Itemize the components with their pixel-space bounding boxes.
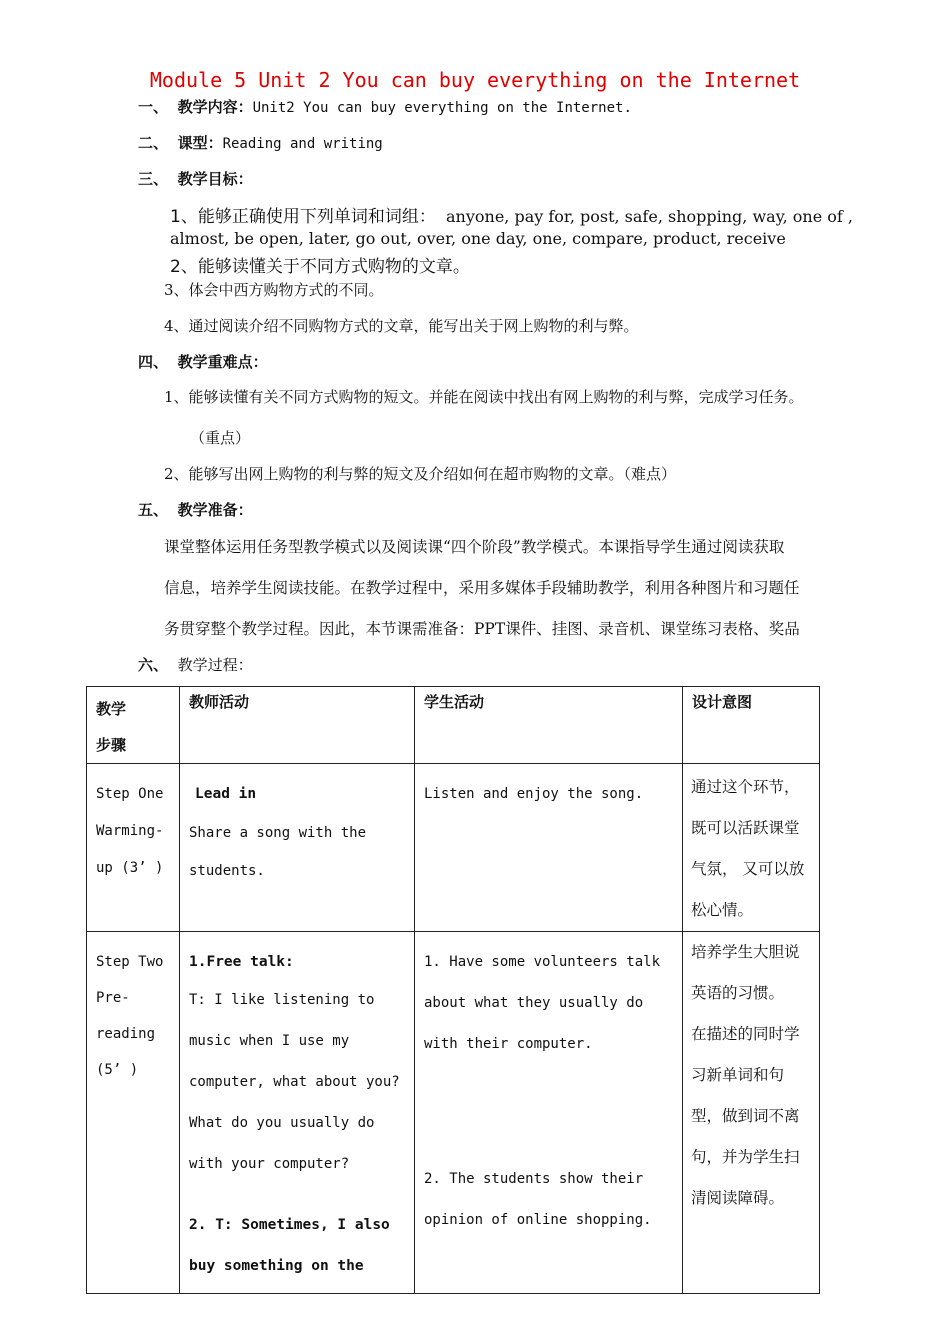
keypoint-1: 1、能够读懂有关不同方式购物的短文。并能在阅读中找出有网上购物的利与弊，完成学习任务。 bbox=[164, 388, 804, 406]
keypoint-2: 2、能够写出网上购物的利与弊的短文及介绍如何在超市购物的文章。（难点） bbox=[164, 465, 677, 483]
step-cell bbox=[87, 764, 180, 932]
header-intent-label: 设计意图 bbox=[692, 693, 753, 711]
section-lesson-type bbox=[138, 132, 383, 153]
header-intent bbox=[683, 687, 820, 764]
intent-text: 清阅读障碍。 bbox=[691, 1189, 785, 1207]
teacher-activity-text: T: I like listening to bbox=[189, 992, 375, 1008]
teacher-activity-cell bbox=[180, 764, 415, 932]
step-text: Step Two bbox=[96, 954, 164, 970]
student-activity-cell bbox=[415, 764, 683, 932]
objective-2: 2、能够读懂关于不同方式购物的文章。 bbox=[170, 257, 470, 277]
table-header-row bbox=[87, 687, 820, 764]
section-number: 二、 bbox=[138, 134, 169, 152]
objective-3: 3、体会中西方购物方式的不同。 bbox=[164, 281, 384, 299]
intent-text: 气氛， 又可以放 bbox=[691, 860, 805, 878]
section-objectives bbox=[138, 168, 253, 189]
section-process bbox=[138, 654, 253, 675]
preparation-line: 课堂整体运用任务型教学模式以及阅读课“四个阶段”教学模式。本课指导学生通过阅读获取 bbox=[164, 538, 785, 556]
intent-text: 型，做到词不离 bbox=[691, 1107, 800, 1125]
intent-text: 松心情。 bbox=[691, 901, 754, 919]
objective-label: 1、能够正确使用下列单词和词组： bbox=[170, 207, 436, 227]
intent-text: 在描述的同时学 bbox=[691, 1025, 800, 1043]
student-activity-text: 2. The students show their bbox=[424, 1171, 644, 1187]
teacher-activity-heading: 1.Free talk: bbox=[189, 954, 294, 970]
section-label: 课型： bbox=[177, 134, 223, 152]
teacher-activity-text: Share a song with the bbox=[189, 825, 367, 841]
teacher-activity-text: computer, what about you? bbox=[189, 1074, 400, 1090]
intent-text: 既可以活跃课堂 bbox=[691, 819, 800, 837]
teacher-activity-heading: 2. T: Sometimes, I also bbox=[189, 1217, 390, 1233]
header-step-line: 步骤 bbox=[96, 736, 127, 754]
objective-words: anyone, pay for, post, safe, shopping, way, one of , bbox=[446, 207, 853, 226]
lesson-plan-table bbox=[86, 686, 820, 1294]
table-row bbox=[87, 932, 820, 1294]
section-label: 教学过程： bbox=[177, 656, 253, 674]
student-activity-cell bbox=[415, 932, 683, 1294]
section-label: 教学目标： bbox=[177, 170, 253, 188]
teacher-activity-text: What do you usually do bbox=[189, 1115, 375, 1131]
step-text: up (3’ ) bbox=[96, 860, 164, 876]
section-text: Unit2 You can buy everything on the Internet. bbox=[252, 100, 632, 116]
keypoint-1-tag: （重点） bbox=[190, 429, 251, 447]
teacher-activity-cell bbox=[180, 932, 415, 1294]
section-number: 一、 bbox=[138, 98, 169, 116]
objective-1 bbox=[170, 202, 853, 227]
document-title: Module 5 Unit 2 You can buy everything on the Internet bbox=[149, 68, 801, 92]
section-label: 教学准备： bbox=[177, 501, 253, 519]
section-number: 五、 bbox=[138, 501, 169, 519]
header-student bbox=[415, 687, 683, 764]
teacher-activity-heading: buy something on the bbox=[189, 1258, 364, 1274]
intent-text: 句，并为学生扫 bbox=[691, 1148, 800, 1166]
step-text: Warming- bbox=[96, 823, 164, 839]
header-teacher-label: 教师活动 bbox=[189, 693, 250, 711]
step-text: Step One bbox=[96, 786, 164, 802]
section-label: 教学重难点： bbox=[177, 353, 268, 371]
table-row bbox=[87, 764, 820, 932]
section-number: 六、 bbox=[138, 656, 169, 674]
header-teacher bbox=[180, 687, 415, 764]
objective-4: 4、通过阅读介绍不同购物方式的文章，能写出关于网上购物的利与弊。 bbox=[164, 317, 639, 335]
student-activity-text: 1. Have some volunteers talk bbox=[424, 954, 661, 970]
intent-cell bbox=[683, 932, 820, 1294]
preparation-line: 务贯穿整个教学过程。因此，本节课需准备：PPT课件、挂图、录音机、课堂练习表格、奖品 bbox=[164, 620, 800, 638]
section-keypoints bbox=[138, 351, 268, 372]
step-text: Pre- bbox=[96, 990, 130, 1006]
preparation-line: 信息，培养学生阅读技能。在教学过程中，采用多媒体手段辅助教学，利用各种图片和习题任 bbox=[164, 579, 800, 597]
intent-text: 英语的习惯。 bbox=[691, 984, 785, 1002]
intent-text: 习新单词和句 bbox=[691, 1066, 785, 1084]
intent-text: 培养学生大胆说 bbox=[691, 943, 800, 961]
section-number: 四、 bbox=[138, 353, 169, 371]
step-text: reading bbox=[96, 1026, 156, 1042]
section-content bbox=[138, 96, 632, 117]
student-activity-text: with their computer. bbox=[424, 1036, 593, 1052]
step-cell bbox=[87, 932, 180, 1294]
section-preparation bbox=[138, 499, 253, 520]
intent-cell bbox=[683, 764, 820, 932]
teacher-activity-text: students. bbox=[189, 863, 265, 879]
teacher-activity-text: music when I use my bbox=[189, 1033, 350, 1049]
student-activity-text: opinion of online shopping. bbox=[424, 1212, 652, 1228]
section-text: Reading and writing bbox=[222, 136, 383, 152]
section-label: 教学内容： bbox=[177, 98, 253, 116]
intent-text: 通过这个环节， bbox=[691, 778, 800, 796]
header-student-label: 学生活动 bbox=[424, 693, 485, 711]
teacher-activity-text: with your computer? bbox=[189, 1156, 350, 1172]
section-number: 三、 bbox=[138, 170, 169, 188]
header-step bbox=[87, 687, 180, 764]
teacher-activity-heading: Lead in bbox=[195, 786, 257, 802]
student-activity-text: about what they usually do bbox=[424, 995, 644, 1011]
header-step-line: 教学 bbox=[96, 700, 127, 718]
student-activity-text: Listen and enjoy the song. bbox=[424, 786, 644, 802]
step-text: (5’ ) bbox=[96, 1062, 139, 1078]
objective-1-words-cont: almost, be open, later, go out, over, one day, one, compare, product, receive bbox=[170, 229, 786, 248]
